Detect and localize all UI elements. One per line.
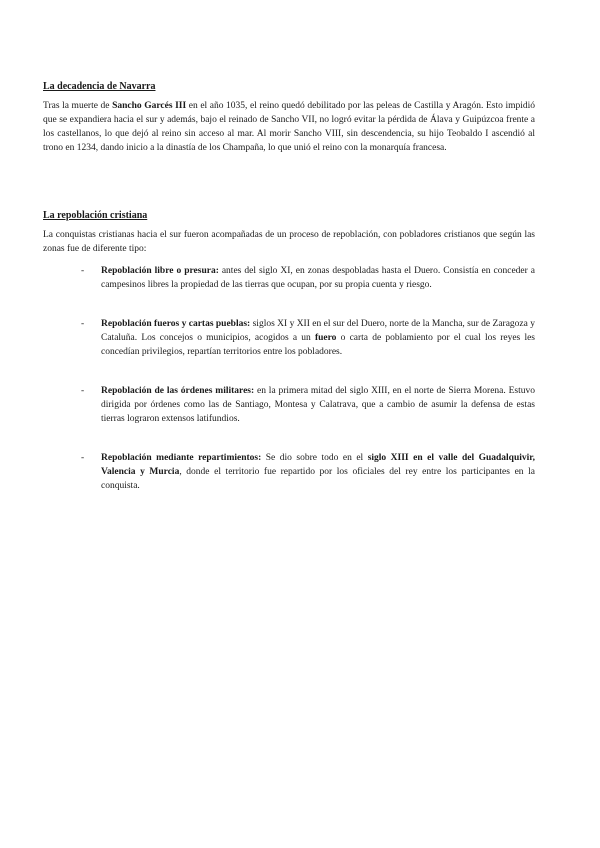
text-run-bold: Repoblación de las órdenes militares:: [101, 386, 255, 396]
text-run-bold: Repoblación mediante repartimientos:: [101, 453, 262, 463]
section-heading: La decadencia de Navarra: [43, 81, 156, 92]
section-heading: La repoblación cristiana: [43, 210, 148, 221]
list-item: [43, 451, 535, 493]
section-intro: La conquistas cristianas hacia el sur fueron acompañadas de un proceso de repoblación, con pobladores cristianos que según las zonas fue de diferente tipo:: [43, 230, 535, 254]
bullet-dash: -: [81, 266, 85, 276]
bullet-dash: -: [81, 319, 85, 329]
text-run: o carta de poblamiento por el cual los reyes les concedían privilegios, repartían territorios entre los pobladores.: [101, 333, 535, 357]
section-repoblacion-cristiana: [43, 209, 535, 493]
list-item: [43, 317, 535, 359]
section-decadencia-navarra: [43, 80, 535, 155]
text-run-bold: Repoblación libre o presura:: [101, 266, 219, 276]
repoblacion-list: [43, 264, 535, 493]
text-run: antes del siglo XI, en zonas despobladas hasta el Duero. Consistía en conceder a campesinos libres la propiedad de las tierras que ocupan, por su propia cuenta y riesgo.: [101, 266, 535, 290]
bullet-dash: -: [81, 386, 85, 396]
text-run-bold: Sancho Garcés III: [112, 101, 187, 111]
text-run: Tras la muerte de: [43, 101, 113, 111]
bullet-dash: -: [81, 453, 85, 463]
text-run: siglos XI y XII en el sur del Duero, norte de la Mancha, sur de Zaragoza y Cataluña. Los concejos o municipios, acogidos a un: [101, 319, 535, 343]
text-run: en el año 1035, el reino quedó debilitado por las peleas de Castilla y Aragón. Esto impidió que se expandiera hacia el sur y además, bajo el reinado de Sancho VII, no logró evitar la pérdida de Álava y Guipúzcoa frente a los castellanos, lo que dejó al reino sin acceso al mar. Al morir Sancho VIII, sin descendencia, su hijo Teobaldo I ascendió al trono en 1234, dando inicio a la dinastía de los Champaña, lo que unió el reino con la monarquía francesa.: [43, 101, 535, 153]
text-run-bold: Repoblación fueros y cartas pueblas:: [101, 319, 251, 329]
list-item: [43, 384, 535, 426]
text-run: Se dio sobre todo en el: [261, 453, 368, 463]
text-run: , donde el territorio fue repartido por los oficiales del rey entre los participantes en la conquista.: [101, 467, 535, 491]
text-run-bold: siglo XIII en el valle del Guadalquivir, Valencia y Murcia: [101, 453, 535, 477]
section-paragraph: [43, 99, 535, 155]
text-run: en la primera mitad del siglo XIII, en el norte de Sierra Morena. Estuvo dirigida por órdenes como las de Santiago, Montesa y Calatrava, que a cambio de asumir la defensa de estas tierras lograron extensos latifundios.: [101, 386, 536, 424]
document-page: [43, 80, 535, 518]
text-run-bold: fuero: [314, 333, 337, 343]
list-item: [43, 264, 535, 292]
